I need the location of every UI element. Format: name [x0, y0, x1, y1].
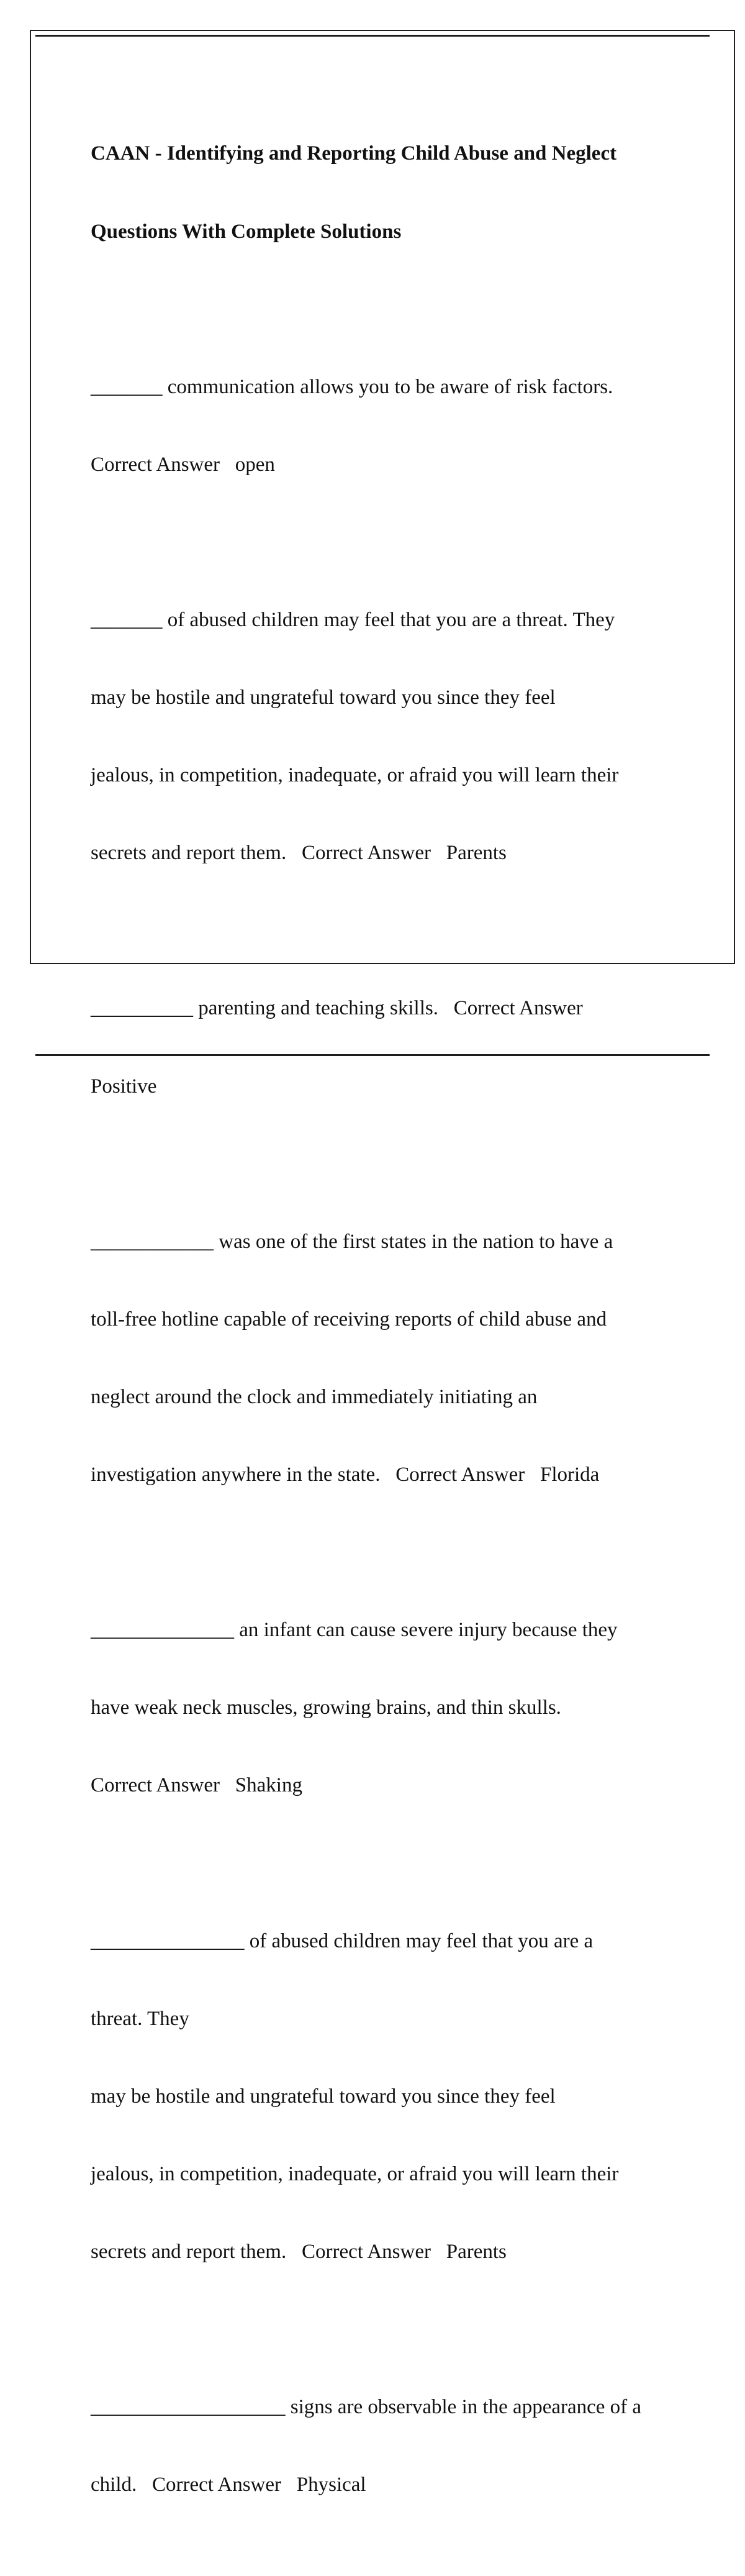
question-block-3 — [91, 944, 687, 1152]
question-line: threat. They — [91, 2007, 189, 2030]
document-title — [91, 89, 687, 297]
answer-line: Correct Answer Shaking — [91, 1774, 302, 1797]
footer-rule — [35, 1054, 710, 1056]
title-line: Questions With Complete Solutions — [91, 220, 402, 243]
question-line: _______ of abused children may feel that you are a threat. They — [91, 608, 615, 631]
title-line: CAAN - Identifying and Reporting Child Abuse and Neglect — [91, 142, 617, 165]
question-line: ____________ was one of the first states in the nation to have a — [91, 1230, 613, 1253]
answer-line: secrets and report them. Correct Answer Parents — [91, 2240, 507, 2263]
question-line: may be hostile and ungrateful toward you since they feel — [91, 686, 556, 709]
question-line: neglect around the clock and immediately initiating an — [91, 1385, 538, 1408]
question-block-1 — [91, 322, 687, 530]
question-line: _______________ of abused children may feel that you are a — [91, 1929, 594, 1952]
answer-line: secrets and report them. Correct Answer Parents — [91, 842, 507, 865]
answer-line: Positive — [91, 1075, 157, 1098]
question-line: have weak neck muscles, growing brains, and thin skulls. — [91, 1696, 561, 1719]
question-line: ______________ an infant can cause severe injury because they — [91, 1619, 618, 1642]
question-block-7 — [91, 2343, 687, 2551]
question-line: ___________________ signs are observable in the appearance of a — [91, 2396, 642, 2419]
question-line: jealous, in competition, inadequate, or afraid you will learn their — [91, 2162, 619, 2185]
question-block-6 — [91, 1877, 687, 2317]
question-block-2 — [91, 556, 687, 919]
question-line: jealous, in competition, inadequate, or afraid you will learn their — [91, 764, 619, 787]
answer-line: investigation anywhere in the state. Correct Answer Florida — [91, 1463, 600, 1486]
answer-line: child. Correct Answer Physical — [91, 2474, 366, 2496]
question-line: may be hostile and ungrateful toward you since they feel — [91, 2085, 556, 2108]
question-line: toll-free hotline capable of receiving reports of child abuse and — [91, 1308, 607, 1331]
question-line: __________ parenting and teaching skills. Correct Answer — [91, 997, 583, 1020]
question-line: _______ communication allows you to be aware of risk factors. — [91, 375, 613, 398]
question-block-4 — [91, 1177, 687, 1540]
question-block-5 — [91, 1566, 687, 1851]
document-body — [91, 89, 687, 2576]
header-rule — [35, 35, 710, 37]
answer-line: Correct Answer open — [91, 453, 275, 476]
